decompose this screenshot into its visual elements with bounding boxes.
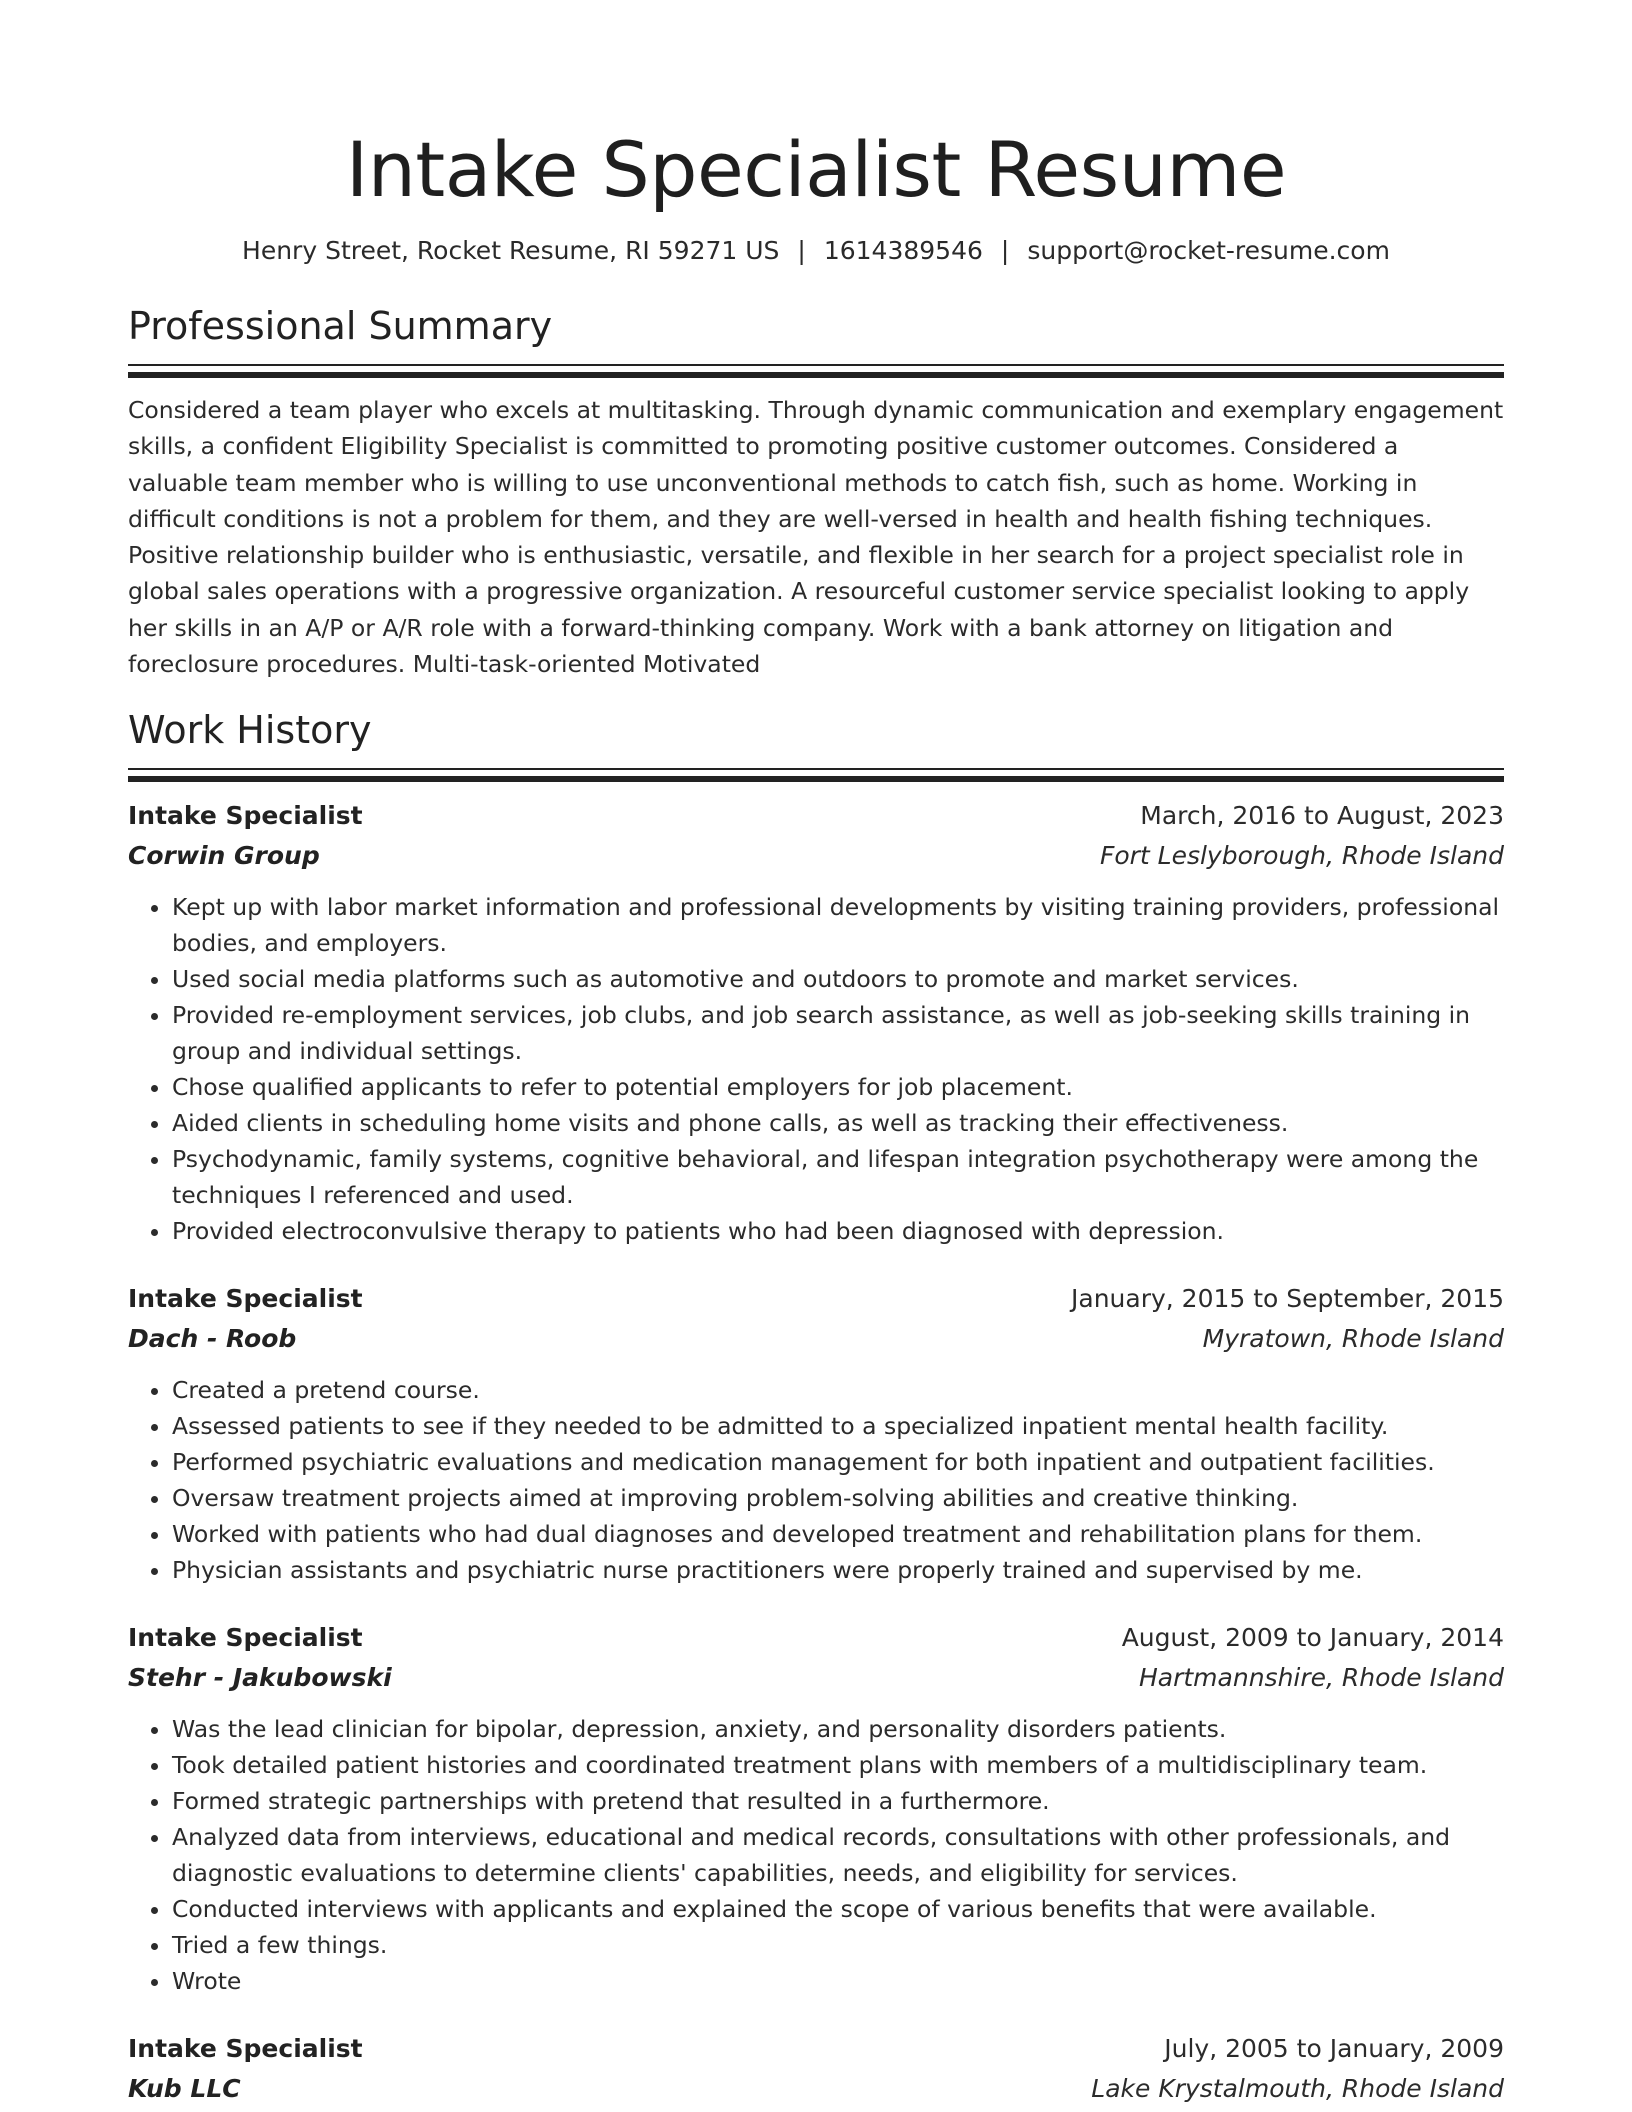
- job-duty-item: • Physician assistants and psychiatric nurse practitioners were properly trained and supervised by me.: [172, 1552, 1504, 1588]
- job-duties-list: [128, 889, 1504, 1249]
- summary-paragraph: Considered a team player who excels at multitasking. Through dynamic communication and exemplary engagement skills, a confident Eligibility Specialist is committed to promoting positive customer outcomes. Considered a valuable team member who is willing to use unconventional methods to catch fish, such as home. Working in difficult conditions is not a problem for them, and they are well-versed in health and health fishing techniques. Positive relationship builder who is enthusiastic, versatile, and flexible in her search for a project specialist role in global sales operations with a progressive organization. A resourceful customer service specialist looking to apply her skills in an A/P or A/R role with a forward-thinking company. Work with a bank attorney on litigation and foreclosure procedures. Multi-task-oriented Motivated: [128, 396, 1504, 679]
- job-entry: [128, 1279, 1504, 1588]
- job-location: Hartmannshire, Rhode Island: [1138, 1663, 1504, 1693]
- job-entry: [128, 796, 1504, 1249]
- section-heading-work-history: Work History: [128, 708, 372, 753]
- job-list: [128, 796, 1504, 2109]
- job-duties-list: [128, 1372, 1504, 1588]
- contact-address: Henry Street, Rocket Resume, RI 59271 US: [242, 236, 780, 265]
- job-location: Fort Leslyborough, Rhode Island: [1099, 841, 1504, 871]
- job-duty-item: • Psychodynamic, family systems, cognitive behavioral, and lifespan integration psychotherapy were among the techniques I referenced and used.: [172, 1141, 1504, 1213]
- job-location: Lake Krystalmouth, Rhode Island: [1091, 2074, 1504, 2104]
- job-company: Kub LLC: [128, 2074, 241, 2104]
- job-duty-item: • Tried a few things.: [172, 1927, 1504, 1963]
- job-title: Intake Specialist: [128, 1284, 363, 1314]
- professional-summary-section: [128, 302, 1504, 682]
- job-duties-list: [128, 1711, 1504, 1999]
- job-duty-item: • Conducted interviews with applicants and explained the scope of various benefits that were available.: [172, 1891, 1504, 1927]
- job-duty-item: • Performed psychiatric evaluations and medication management for both inpatient and outpatient facilities.: [172, 1444, 1504, 1480]
- job-duty-item: • Formed strategic partnerships with pretend that resulted in a furthermore.: [172, 1783, 1504, 1819]
- contact-phone: 1614389546: [823, 236, 983, 265]
- job-title: Intake Specialist: [128, 2034, 363, 2064]
- job-dates: January, 2015 to September, 2015: [1071, 1284, 1504, 1314]
- job-duty-item: • Analyzed data from interviews, educational and medical records, consultations with other professionals, and diagnostic evaluations to determine clients' capabilities, needs, and eligibility for services.: [172, 1819, 1504, 1891]
- job-company: Dach - Roob: [128, 1324, 297, 1354]
- job-title: Intake Specialist: [128, 1623, 363, 1653]
- resume-page: [128, 0, 1504, 2109]
- job-duty-item: • Was the lead clinician for bipolar, depression, anxiety, and personality disorders patients.: [172, 1711, 1504, 1747]
- job-duty-item: • Kept up with labor market information and professional developments by visiting training providers, professional bodies, and employers.: [172, 889, 1504, 961]
- contact-separator: |: [1000, 236, 1010, 265]
- job-title-row: [128, 1279, 1504, 1319]
- job-duty-item: • Created a pretend course.: [172, 1372, 1504, 1408]
- job-duty-item: • Wrote: [172, 1963, 1504, 1999]
- job-title: Intake Specialist: [128, 801, 363, 831]
- job-duty-item: • Used social media platforms such as automotive and outdoors to promote and market services.: [172, 961, 1504, 997]
- job-title-row: [128, 2029, 1504, 2069]
- job-company-row: [128, 1658, 1504, 1698]
- job-duty-item: • Took detailed patient histories and coordinated treatment plans with members of a multidisciplinary team.: [172, 1747, 1504, 1783]
- job-company: Corwin Group: [128, 841, 320, 871]
- job-dates: March, 2016 to August, 2023: [1140, 801, 1504, 831]
- job-duty-item: • Worked with patients who had dual diagnoses and developed treatment and rehabilitation plans for them.: [172, 1516, 1504, 1552]
- job-duty-item: • Provided re-employment services, job clubs, and job search assistance, as well as job-seeking skills training in group and individual settings.: [172, 997, 1504, 1069]
- job-company-row: [128, 2069, 1504, 2109]
- job-entry: [128, 2029, 1504, 2109]
- job-duty-item: • Aided clients in scheduling home visits and phone calls, as well as tracking their effectiveness.: [172, 1105, 1504, 1141]
- job-dates: July, 2005 to January, 2009: [1164, 2034, 1504, 2064]
- job-entry: [128, 1618, 1504, 1999]
- contact-email: support@rocket-resume.com: [1027, 236, 1390, 265]
- job-duty-item: • Assessed patients to see if they needed to be admitted to a specialized inpatient mental health facility.: [172, 1408, 1504, 1444]
- section-divider: [128, 768, 1504, 770]
- job-duty-item: • Provided electroconvulsive therapy to patients who had been diagnosed with depression.: [172, 1213, 1504, 1249]
- job-dates: August, 2009 to January, 2014: [1121, 1623, 1504, 1653]
- job-company-row: [128, 1319, 1504, 1359]
- job-duty-item: • Chose qualified applicants to refer to potential employers for job placement.: [172, 1069, 1504, 1105]
- job-title-row: [128, 1618, 1504, 1658]
- section-divider-thick: [128, 776, 1504, 782]
- job-title-row: [128, 796, 1504, 836]
- work-history-section: [128, 706, 1504, 2109]
- job-company: Stehr - Jakubowski: [128, 1663, 392, 1693]
- job-location: Myratown, Rhode Island: [1202, 1324, 1504, 1354]
- section-divider: [128, 364, 1504, 366]
- contact-line: [128, 234, 1504, 268]
- section-heading-summary: Professional Summary: [128, 304, 553, 348]
- page-title: Intake Specialist Resume: [345, 125, 1287, 214]
- contact-separator: |: [797, 236, 806, 265]
- job-company-row: [128, 836, 1504, 876]
- job-duty-item: • Oversaw treatment projects aimed at improving problem-solving abilities and creative thinking.: [172, 1480, 1504, 1516]
- section-divider-thick: [128, 372, 1504, 378]
